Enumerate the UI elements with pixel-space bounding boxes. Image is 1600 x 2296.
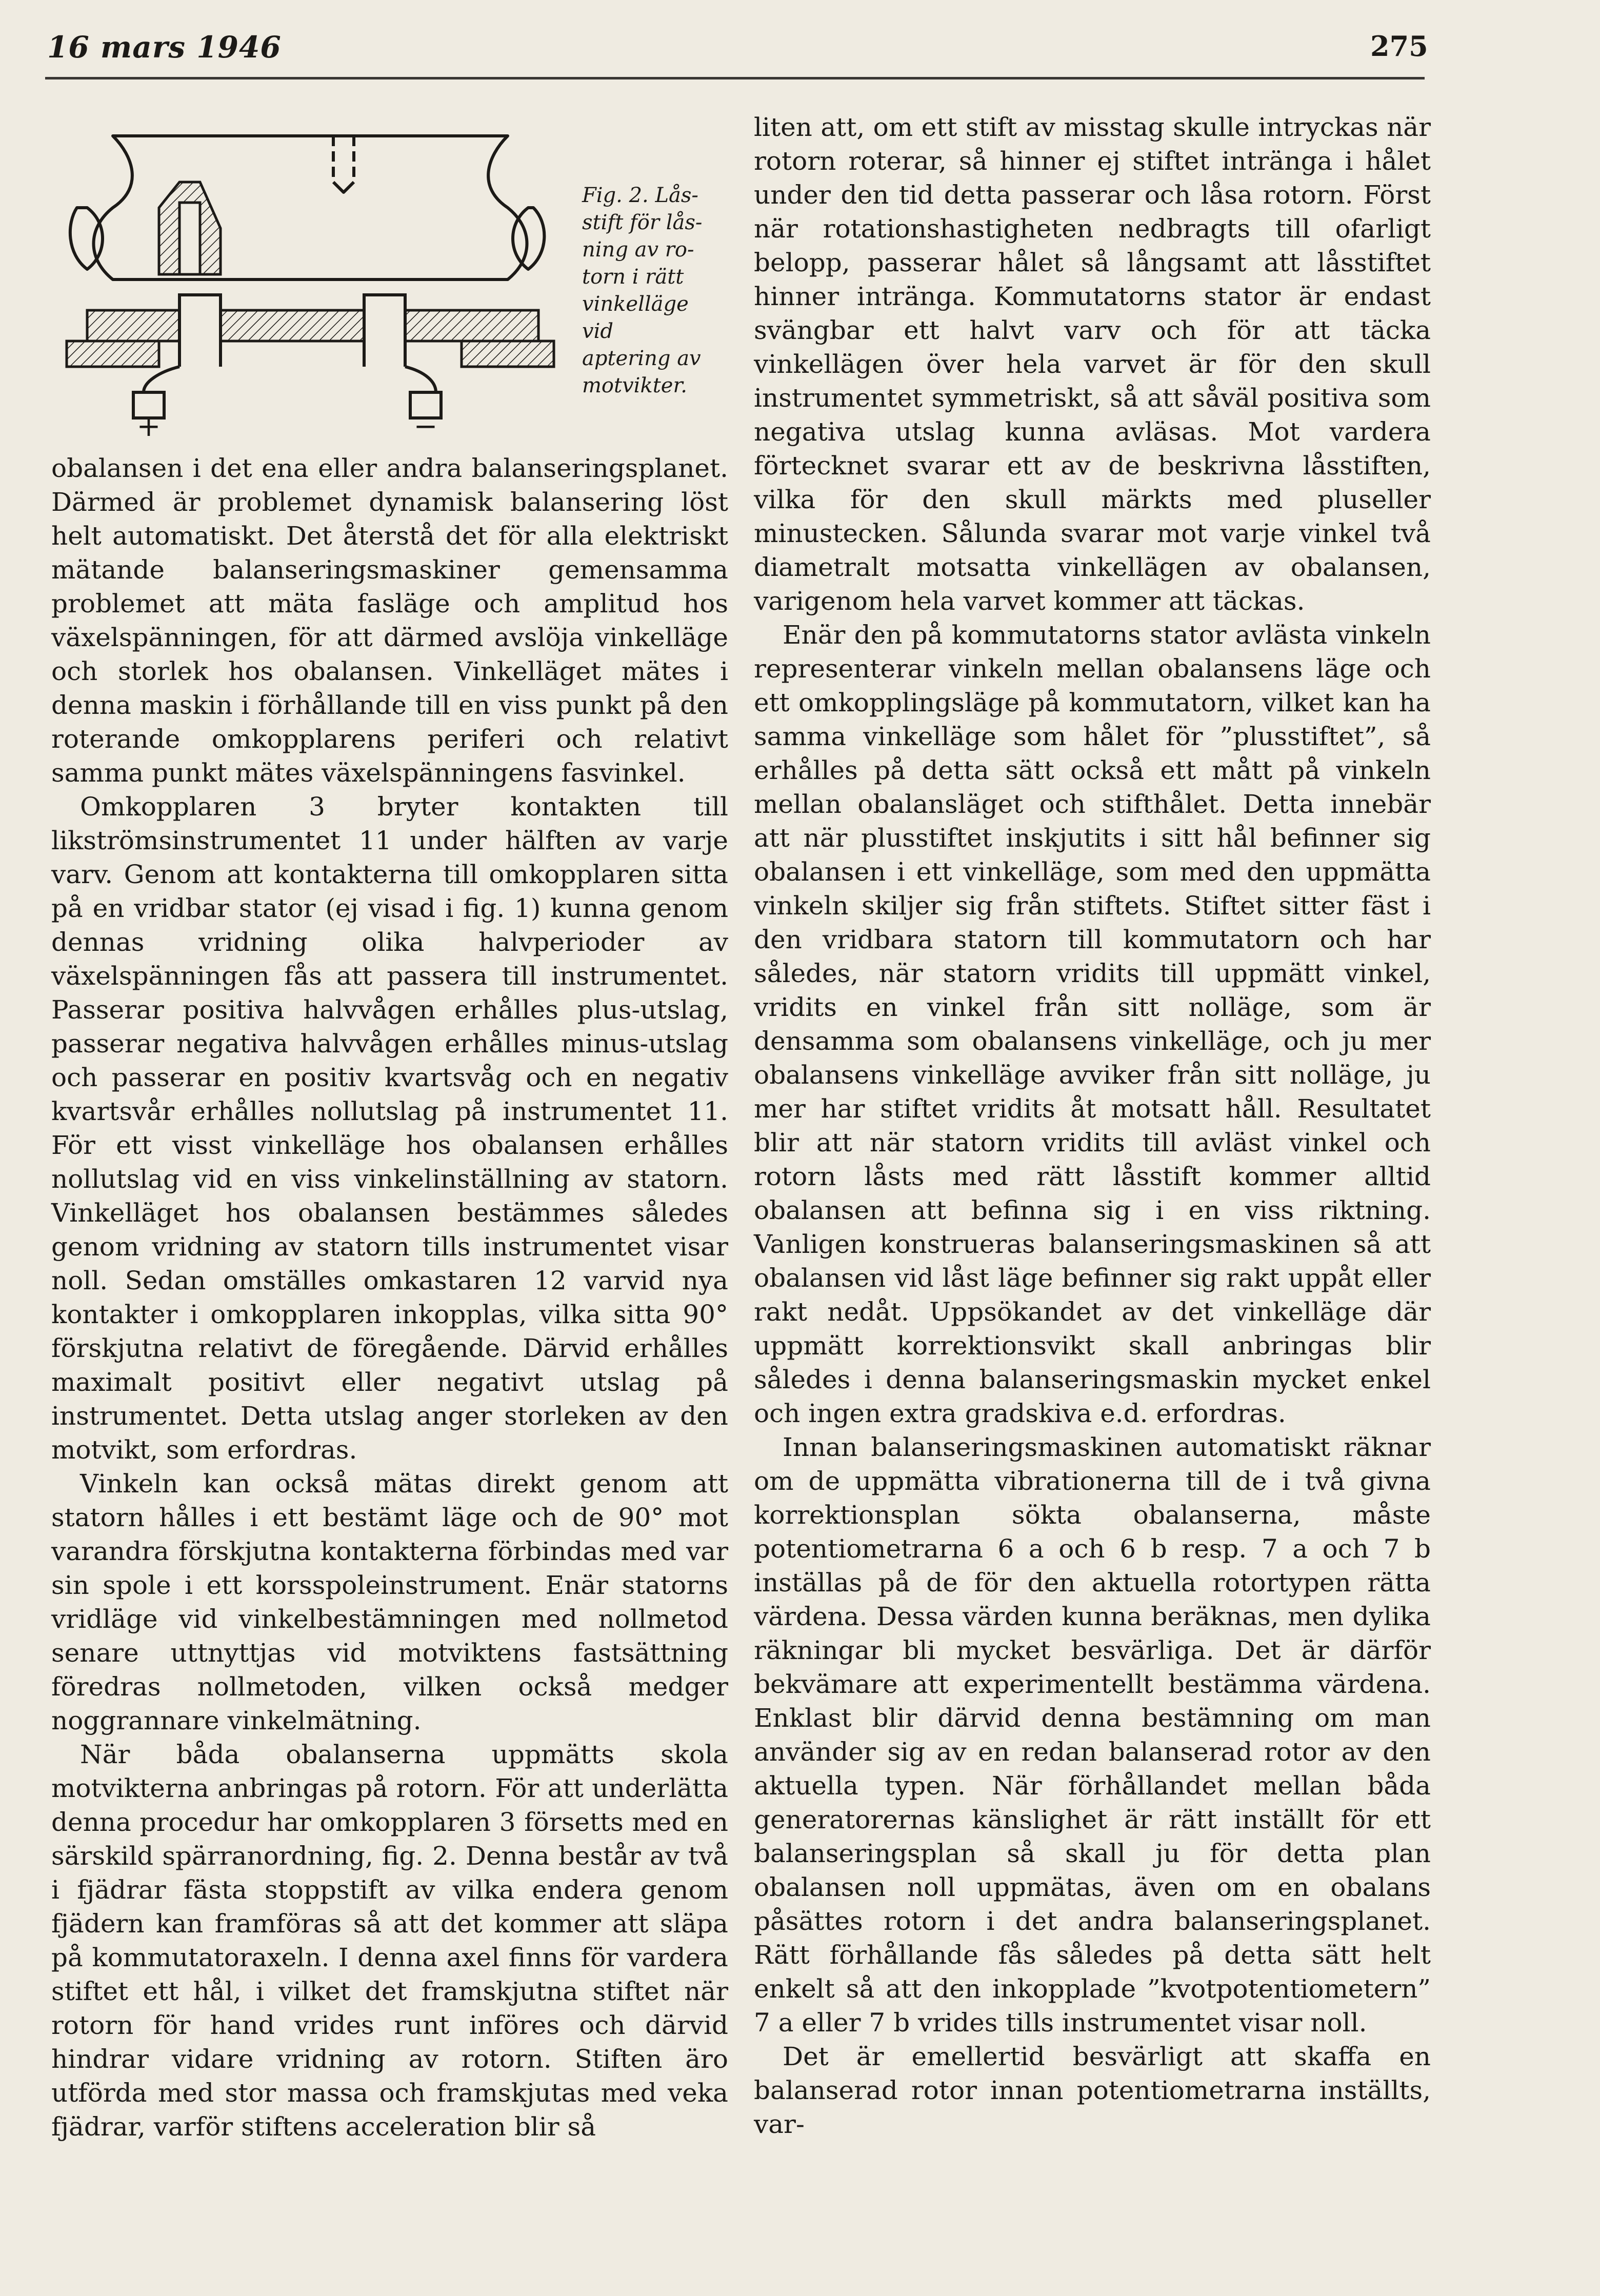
caption-line: vinkelläge vid [582,292,689,343]
minus-label: − [413,410,438,438]
right-column [754,110,1431,2141]
paragraph: Innan balanseringsmaskinen automatiskt räknar om de uppmätta vibrationerna till de i två givna korrektionsplan sökta obalanserna, måste potentiometrarna 6 a och 6 b resp. 7 a och 7 b inställas på de för den aktuella rotortypen rätta värdena. Dessa värden kunna beräknas, men dylika räkningar bli mycket besvärliga. Det är därför bekvämare att experimentellt bestämma värdena. Enklast blir därvid denna bestämning om man använder sig av en redan balanserad rotor av den aktuella typen. När förhållandet mellan båda generatorernas känslighet är rätt inställt för ett balanseringsplan så skall ju för detta plan obalansen noll uppmätas, även om en obalans påsättes rotorn i det andra balanseringsplanet. Rätt förhållande fås således på detta sätt helt enkelt så att den inkopplade ”kvotpotentiometern” 7 a eller 7 b vrides tills instrumentet visar noll. [754,1432,1431,2038]
paragraph: Det är emellertid besvärligt att skaffa en balanserad rotor innan potentiometrarna inställts, var- [754,2042,1431,2139]
paragraph: liten att, om ett stift av misstag skulle intryckas när rotorn roterar, så hinner ej stiftet inträngа i hålet under den tid detta passerar och låsa rotorn. Först när rotationshastigheten nedbragts till ofarligt belopp, passerar hålet så långsamt att låsstiftet hinner inträngа. Kommutatorns stator är endast svängbar ett halvt varv och för att täcka vinkellägen över hela varvet är för den skull instrumentet symmetriskt, så att såväl positiva som negativa utslag kunna avläsas. Mot vardera förtecknet svarar ett av de beskrivna låsstiften, vilka för den skull märkts med pluseller minustecken. Sålunda svarar mot varje vinkel två diametralt motsatta vinkellägen av obalansen, varigenom hela varvet kommer att täckas. [754,112,1431,616]
figure-caption [582,182,710,400]
issue-date: 16 mars 1946 [47,30,282,65]
plus-label: + [136,410,161,438]
caption-line: motvikter. [582,374,687,397]
caption-line: aptering av [582,347,701,370]
left-lobe [70,208,103,269]
minus-pin [364,295,405,367]
right-hatched-foot [462,341,554,367]
plus-pin [179,295,221,367]
paragraph: Enär den på kommutatorns stator avlästa vinkeln representerar vinkeln mellan obalansens läge och ett omkopplingsläge på kommutatorn, vilket kan ha samma vinkelläge som hålet för ”plusstiftet”, så erhålles på detta sätt också ett mått på vinkeln mellan obalansläget och stifthålet. Detta innebär att när plusstiftet inskjutits i sitt hål befinner sig obalansen i ett vinkelläge, som med den uppmätta vinkeln skiljer sig från stiftets. Stiftet sitter fäst i den vridbara statorn till kommutatorn och har således, när statorn vridits till uppmätt vinkel, vridits en vinkel från sitt nolläge, som är densamma som obalansens vinkelläge, och ju mer obalansens vinkelläge avviker från sitt nolläge, ju mer har stiftet vridits åt motsatt håll. Resultatet blir att när statorn vridits till avläst vinkel och rotorn låsts med rätt låsstift kommer alltid obalansen att befinna sig i en viss riktning. Vanligen konstrueras balanseringsmaskinen så att obalansen vid låst läge befinner sig rakt uppåt eller rakt nedåt. Uppsökandet av det vinkelläge där uppmätt korrektionsvikt skall anbringas blir således i denna balanseringsmaskin mycket enkel och ingen extra gradskiva e.d. erfordras. [754,620,1431,1428]
hatched-base [87,310,538,341]
caption-line: torn i rätt [582,265,684,289]
paragraph: obalansen i det ena eller andra balanseringsplanet. Därmed är problemet dynamisk balansering löst helt automatiskt. Det återstå det för alla elektriskt mätande balanseringsmaskiner gemensamma problemet att mäta fasläge och amplitud hos växelspänningen, för att därmed avslöja vinkelläge och storlek hos obalansen. Vinkelläget mätes i denna maskin i förhållande till en viss punkt på den roterande omkopplarens periferi och relativt samma punkt mätes växelspänningens fasvinkel. [51,453,728,788]
paragraph: Vinkeln kan också mätas direkt genom att statorn hålles i ett bestämt läge och de 90° mot varandra förskjutna kontakterna förbindas med var sin spole i ett korsspoleinstrument. Enär statorns vridläge vid vinkelbestämningen med nollmetod senare uttnyttjas vid motviktens fastsättning föredras nollmetoden, vilken också medger noggrannare vinkelmätning. [51,1469,728,1735]
header-rule [45,77,1425,79]
figure-2-locking-pin-drawing [56,126,569,438]
caption-line: ning av ro- [582,238,694,262]
left-hatched-foot [67,341,159,367]
paragraph: När båda obalanserna uppmätts skola motvikterna anbringas på rotorn. För att underlätta denna procedur har omkopplaren 3 försetts med en särskild spärranordning, fig. 2. Denna består av två i fjädrar fästa stoppstift av vilka endera genom fjädern kan framföras så att det kommer att släpa på kommutatoraxeln. I denna axel finns för vardera stiftet ett hål, i vilket det framskjutna stiftet när rotorn för hand vrides runt införes och därvid hindrar vidare vridning av rotorn. Stiften äro utförda med stor massa och framskjutas med veka fjädrar, varför stiftens acceleration blir så [51,1740,728,2142]
caption-line: Fig. 2. Lås- [582,184,698,207]
caption-line: stift för lås- [582,211,703,234]
left-column [51,451,728,2144]
paragraph: Omkopplaren 3 bryter kontakten till likströmsinstrumentet 11 under hälften av varje varv. Genom att kontakterna till omkopplaren sitta på en vridbar stator (ej visad i fig. 1) kunna genom dennas vridning olika halvperioder av växelspänningen fås att passera till instrumentet. Passerar positiva halvvågen erhålles plus-utslag, passerar negativa halvvågen erhålles minus-utslag och passerar en positiv kvartsvåg och en negativ kvartsvår erhålles nollutslag på instrumentet 11. För ett visst vinkelläge hos obalansen erhålles nollutslag vid en viss vinkelinställning av statorn. Vinkelläget hos obalansen bestämmes således genom vridning av statorn tills instrumentet visar noll. Sedan omställes omkastaren 12 varvid nya kontakter i omkopplaren inkopplas, vilka sitta 90° förskjutna relativt de föregående. Därvid erhålles maximalt positivt eller negativt utslag på instrumentet. Detta utslag anger storleken av den motvikt, som erfordras. [51,792,728,1465]
page-number: 275 [1370,30,1428,63]
right-lobe [513,208,544,269]
